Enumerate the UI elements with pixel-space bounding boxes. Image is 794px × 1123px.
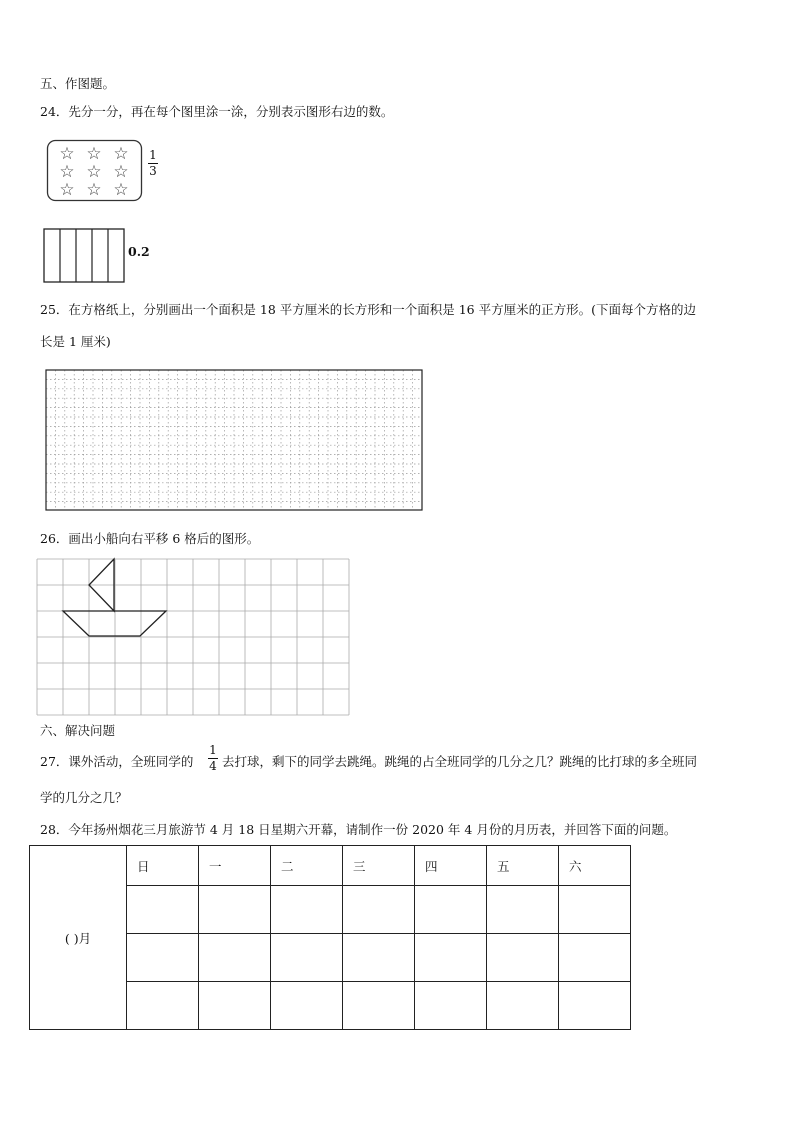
weekday-fri: 五 <box>487 846 559 886</box>
boat-hull <box>63 611 166 636</box>
calendar-cell[interactable] <box>559 886 631 934</box>
calendar-cell[interactable] <box>199 886 271 934</box>
fraction-denominator: 4 <box>209 759 217 773</box>
question-25-line1: 25．在方格纸上，分别画出一个面积是 18 平方厘米的长方形和一个面积是 16 平方厘米的正方形。(下面每个方格的边 <box>40 302 696 317</box>
weekday-wed: 三 <box>343 846 415 886</box>
fraction-numerator: 1 <box>149 148 157 162</box>
boat-grid <box>37 559 349 717</box>
weekday-mon: 一 <box>199 846 271 886</box>
question-26-text: 26．画出小船向右平移 6 格后的图形。 <box>40 531 260 546</box>
calendar-cell[interactable] <box>343 886 415 934</box>
calendar-cell[interactable] <box>559 982 631 1030</box>
star-icon: ☆ <box>59 144 75 164</box>
stars-box <box>46 139 146 203</box>
fraction-one-quarter <box>208 744 218 773</box>
calendar-cell[interactable] <box>415 934 487 982</box>
calendar-cell[interactable] <box>199 982 271 1030</box>
fraction-one-third <box>148 149 158 178</box>
star-icon: ☆ <box>113 180 129 200</box>
calendar-cell[interactable] <box>271 886 343 934</box>
star-icon: ☆ <box>86 162 102 182</box>
question-27-line2: 学的几分之几？ <box>40 790 128 805</box>
weekday-sun: 日 <box>127 846 199 886</box>
star-icon: ☆ <box>86 180 102 200</box>
strip-rectangle <box>43 228 127 284</box>
month-label: ( )月 <box>30 846 127 1030</box>
calendar-cell[interactable] <box>343 934 415 982</box>
calendar-cell[interactable] <box>343 982 415 1030</box>
calendar-cell[interactable] <box>127 982 199 1030</box>
calendar-cell[interactable] <box>415 886 487 934</box>
square-grid-paper <box>45 369 425 514</box>
question-24-text: 24．先分一分，再在每个图里涂一涂，分别表示图形右边的数。 <box>40 104 394 119</box>
question-28-text: 28．今年扬州烟花三月旅游节 4 月 18 日星期六开幕，请制作一份 2020 年 4 月份的月历表，并回答下面的问题。 <box>40 822 677 837</box>
calendar-cell[interactable] <box>199 934 271 982</box>
fraction-denominator: 3 <box>149 164 157 178</box>
calendar-cell[interactable] <box>271 934 343 982</box>
weekday-tue: 二 <box>271 846 343 886</box>
calendar-cell[interactable] <box>127 934 199 982</box>
calendar-table <box>29 845 631 1030</box>
star-icon: ☆ <box>59 162 75 182</box>
decimal-label: 0.2 <box>128 244 150 259</box>
calendar-cell[interactable] <box>127 886 199 934</box>
star-icon: ☆ <box>86 144 102 164</box>
fraction-numerator: 1 <box>209 743 217 757</box>
calendar-cell[interactable] <box>559 934 631 982</box>
star-icon: ☆ <box>113 162 129 182</box>
calendar-cell[interactable] <box>415 982 487 1030</box>
question-27-line1-end: 去打球，剩下的同学去跳绳。跳绳的占全班同学的几分之几？跳绳的比打球的多全班同 <box>222 754 698 769</box>
section-title-5: 五、作图题。 <box>40 76 116 91</box>
weekday-thu: 四 <box>415 846 487 886</box>
weekday-sat: 六 <box>559 846 631 886</box>
question-25-line2: 长是 1 厘米) <box>40 334 111 349</box>
calendar-cell[interactable] <box>487 982 559 1030</box>
star-icon: ☆ <box>113 144 129 164</box>
calendar-cell[interactable] <box>487 886 559 934</box>
calendar-cell[interactable] <box>487 934 559 982</box>
calendar-cell[interactable] <box>271 982 343 1030</box>
question-27-line1-start: 27．课外活动，全班同学的 <box>40 754 194 769</box>
star-icon: ☆ <box>59 180 75 200</box>
section-title-6: 六、解决问题 <box>40 723 116 738</box>
